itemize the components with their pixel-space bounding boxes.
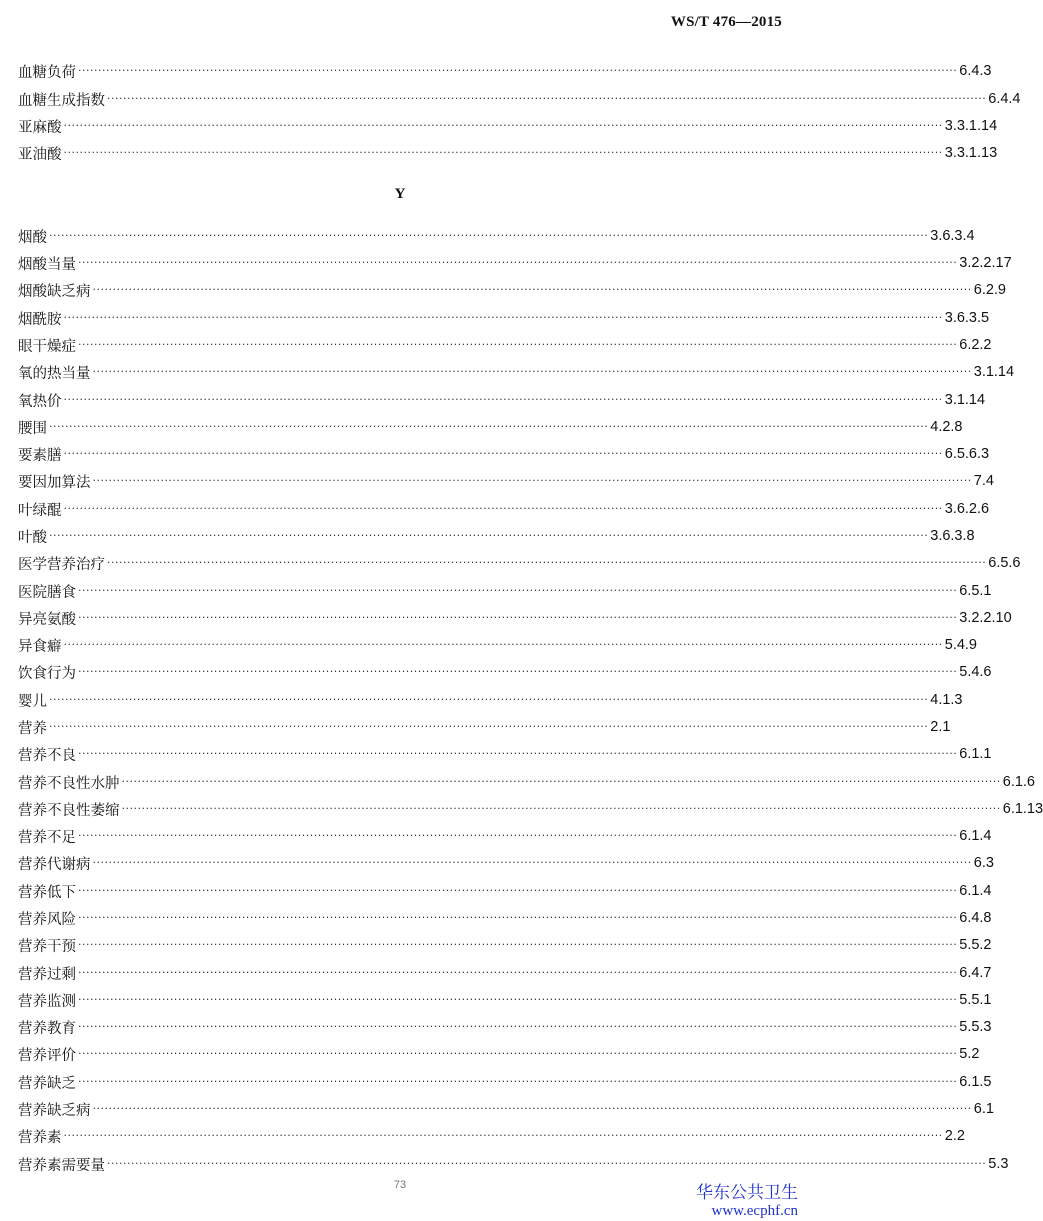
dot-leader: ···························································································································································································································· [49, 420, 929, 433]
entry-ref: 6.1.13 [1002, 801, 1043, 817]
dot-leader: ···························································································································································································································· [92, 1102, 972, 1115]
entry-ref: 7.4 [973, 473, 994, 489]
index-entry [18, 769, 1035, 795]
dot-leader: ···························································································································································································································· [92, 856, 972, 869]
entry-term: 饮食行为 [18, 665, 76, 682]
entry-term: 异食癖 [18, 638, 62, 655]
index-entry [18, 1069, 992, 1095]
entry-term: 烟酰胺 [18, 311, 62, 328]
entry-term: 医学营养治疗 [18, 556, 105, 573]
index-entry [18, 1041, 980, 1067]
entry-term: 营养缺乏病 [18, 1102, 91, 1119]
entry-term: 亚麻酸 [18, 119, 62, 136]
entry-ref: 6.1.4 [959, 883, 992, 899]
index-entry [18, 796, 1043, 822]
entry-term: 营养评价 [18, 1047, 76, 1064]
entry-term: 腰围 [18, 420, 47, 437]
dot-leader: ···························································································································································································································· [63, 311, 943, 324]
entry-ref: 5.3 [988, 1156, 1009, 1172]
index-entry [18, 823, 992, 849]
watermark [696, 1184, 798, 1219]
entry-ref: 6.2.9 [973, 282, 1006, 298]
entry-ref: 3.2.2.17 [959, 255, 1012, 271]
entry-term: 营养缺乏 [18, 1075, 76, 1092]
entry-ref: 3.6.3.8 [930, 528, 975, 544]
index-entry [18, 1151, 1009, 1177]
dot-leader: ···························································································································································································································· [63, 119, 943, 132]
entry-ref: 5.5.3 [959, 1019, 992, 1035]
index-entry [18, 960, 992, 986]
entry-term: 营养 [18, 720, 47, 737]
entry-ref: 3.1.14 [973, 364, 1015, 380]
index-entry [18, 850, 994, 876]
entry-ref: 6.5.1 [959, 583, 992, 599]
index-entry [18, 1123, 965, 1149]
index-entry [18, 250, 1012, 276]
index-entry [18, 659, 992, 685]
dot-leader: ···························································································································································································································· [78, 1020, 958, 1033]
index-entry [18, 714, 951, 740]
index-entry [18, 741, 992, 767]
index-entry [18, 905, 992, 931]
index-entry [18, 277, 1006, 303]
entry-ref: 6.1 [973, 1101, 994, 1117]
dot-leader: ···························································································································································································································· [92, 474, 972, 487]
dot-leader: ···························································································································································································································· [63, 502, 943, 515]
index-entry [18, 468, 994, 494]
entry-ref: 3.1.14 [944, 392, 986, 408]
section-letter-heading: Y [394, 186, 406, 202]
index-entry [18, 113, 998, 139]
index-entry [18, 932, 992, 958]
dot-leader: ···························································································································································································································· [78, 829, 958, 842]
entry-term: 异亮氨酸 [18, 611, 76, 628]
entry-ref: 3.6.3.4 [930, 228, 975, 244]
entry-term: 氧的热当量 [18, 365, 91, 382]
index-entry [18, 605, 1012, 631]
entry-ref: 5.4.6 [959, 664, 992, 680]
entry-term: 血糖负荷 [18, 64, 76, 81]
dot-leader: ···························································································································································································································· [78, 1075, 958, 1088]
entry-term: 眼干燥症 [18, 338, 76, 355]
entry-term: 营养不足 [18, 829, 76, 846]
entry-ref: 6.1.4 [959, 828, 992, 844]
index-entry [18, 414, 963, 440]
entry-term: 血糖生成指数 [18, 92, 105, 109]
entry-ref: 6.4.7 [959, 965, 992, 981]
entry-ref: 5.5.1 [959, 992, 992, 1008]
dot-leader: ···························································································································································································································· [107, 92, 987, 105]
entry-ref: 6.5.6.3 [944, 446, 990, 462]
page-number: 73 [393, 1179, 407, 1191]
index-entry [18, 1096, 994, 1122]
dot-leader: ···························································································································································································································· [49, 693, 929, 706]
entry-ref: 6.4.4 [988, 91, 1021, 107]
dot-leader: ···························································································································································································································· [63, 1129, 943, 1142]
index-entry [18, 223, 975, 249]
dot-leader: ···························································································································································································································· [49, 229, 929, 242]
entry-term: 要因加算法 [18, 474, 91, 491]
dot-leader: ···························································································································································································································· [121, 802, 1001, 815]
entry-ref: 6.2.2 [959, 337, 992, 353]
entry-ref: 5.4.9 [944, 637, 977, 653]
entry-term: 营养风险 [18, 911, 76, 928]
entry-term: 营养不良 [18, 747, 76, 764]
watermark-name: 华东公共卫生 [696, 1182, 798, 1202]
dot-leader: ···························································································································································································································· [78, 747, 958, 760]
entry-term: 婴儿 [18, 693, 47, 710]
dot-leader: ···························································································································································································································· [107, 1157, 987, 1170]
index-entry [18, 687, 963, 713]
entry-term: 营养不良性萎缩 [18, 802, 120, 819]
index-entry [18, 496, 990, 522]
entry-term: 烟酸缺乏病 [18, 283, 91, 300]
index-entry [18, 359, 1015, 385]
entry-ref: 3.6.3.5 [944, 310, 990, 326]
dot-leader: ···························································································································································································································· [78, 938, 958, 951]
entry-ref: 6.4.8 [959, 910, 992, 926]
index-entry [18, 58, 992, 84]
entry-term: 医院膳食 [18, 584, 76, 601]
index-entry [18, 140, 998, 166]
dot-leader: ···························································································································································································································· [107, 556, 987, 569]
dot-leader: ···························································································································································································································· [63, 393, 943, 406]
document-code: WS/T 476—2015 [670, 14, 782, 30]
dot-leader: ···························································································································································································································· [78, 1047, 958, 1060]
entry-term: 氧热价 [18, 393, 62, 410]
entry-ref: 6.4.3 [959, 63, 992, 79]
index-entry [18, 332, 992, 358]
entry-term: 营养过剩 [18, 966, 76, 983]
dot-leader: ···························································································································································································································· [78, 256, 958, 269]
entry-term: 营养代谢病 [18, 856, 91, 873]
dot-leader: ···························································································································································································································· [49, 720, 929, 733]
index-entry [18, 523, 975, 549]
entry-term: 营养教育 [18, 1020, 76, 1037]
entry-term: 要素膳 [18, 447, 62, 464]
entry-term: 营养监测 [18, 993, 76, 1010]
dot-leader: ···························································································································································································································· [63, 447, 943, 460]
entry-ref: 6.1.1 [959, 746, 992, 762]
entry-ref: 6.1.5 [959, 1074, 992, 1090]
dot-leader: ···························································································································································································································· [78, 966, 958, 979]
dot-leader: ···························································································································································································································· [63, 638, 943, 651]
dot-leader: ···························································································································································································································· [78, 884, 958, 897]
entry-ref: 3.6.2.6 [944, 501, 990, 517]
entry-ref: 6.5.6 [988, 555, 1021, 571]
index-entry [18, 550, 1021, 576]
dot-leader: ···························································································································································································································· [78, 338, 958, 351]
dot-leader: ···························································································································································································································· [78, 911, 958, 924]
dot-leader: ···························································································································································································································· [49, 529, 929, 542]
entry-ref: 3.3.1.13 [944, 145, 998, 161]
entry-ref: 4.1.3 [930, 692, 963, 708]
entry-ref: 4.2.8 [930, 419, 963, 435]
index-entry [18, 387, 986, 413]
dot-leader: ···························································································································································································································· [78, 993, 958, 1006]
dot-leader: ···························································································································································································································· [63, 146, 943, 159]
entry-term: 叶绿醌 [18, 502, 62, 519]
entry-term: 叶酸 [18, 529, 47, 546]
index-entry [18, 578, 992, 604]
entry-ref: 5.2 [959, 1046, 980, 1062]
dot-leader: ···························································································································································································································· [78, 584, 958, 597]
index-entry [18, 878, 992, 904]
entry-ref: 5.5.2 [959, 937, 992, 953]
dot-leader: ···························································································································································································································· [92, 283, 972, 296]
index-entry [18, 987, 992, 1013]
index-entry [18, 305, 990, 331]
dot-leader: ···························································································································································································································· [78, 64, 958, 77]
index-entry [18, 632, 977, 658]
dot-leader: ···························································································································································································································· [78, 665, 958, 678]
dot-leader: ···························································································································································································································· [78, 611, 958, 624]
dot-leader: ···························································································································································································································· [92, 365, 972, 378]
entry-term: 烟酸当量 [18, 256, 76, 273]
entry-term: 烟酸 [18, 229, 47, 246]
entry-ref: 2.1 [930, 719, 951, 735]
entry-ref: 3.3.1.14 [944, 118, 998, 134]
entry-term: 营养素需要量 [18, 1157, 105, 1174]
entry-term: 营养低下 [18, 884, 76, 901]
index-entry [18, 86, 1021, 112]
entry-term: 营养不良性水肿 [18, 775, 120, 792]
entry-term: 亚油酸 [18, 146, 62, 163]
entry-term: 营养素 [18, 1129, 62, 1146]
entry-ref: 6.3 [973, 855, 994, 871]
index-entry [18, 441, 990, 467]
entry-term: 营养干预 [18, 938, 76, 955]
index-entry [18, 1014, 992, 1040]
dot-leader: ···························································································································································································································· [121, 775, 1001, 788]
entry-ref: 6.1.6 [1002, 774, 1035, 790]
entry-ref: 2.2 [944, 1128, 965, 1144]
entry-ref: 3.2.2.10 [959, 610, 1012, 626]
watermark-url: www.ecphf.cn [711, 1202, 798, 1219]
